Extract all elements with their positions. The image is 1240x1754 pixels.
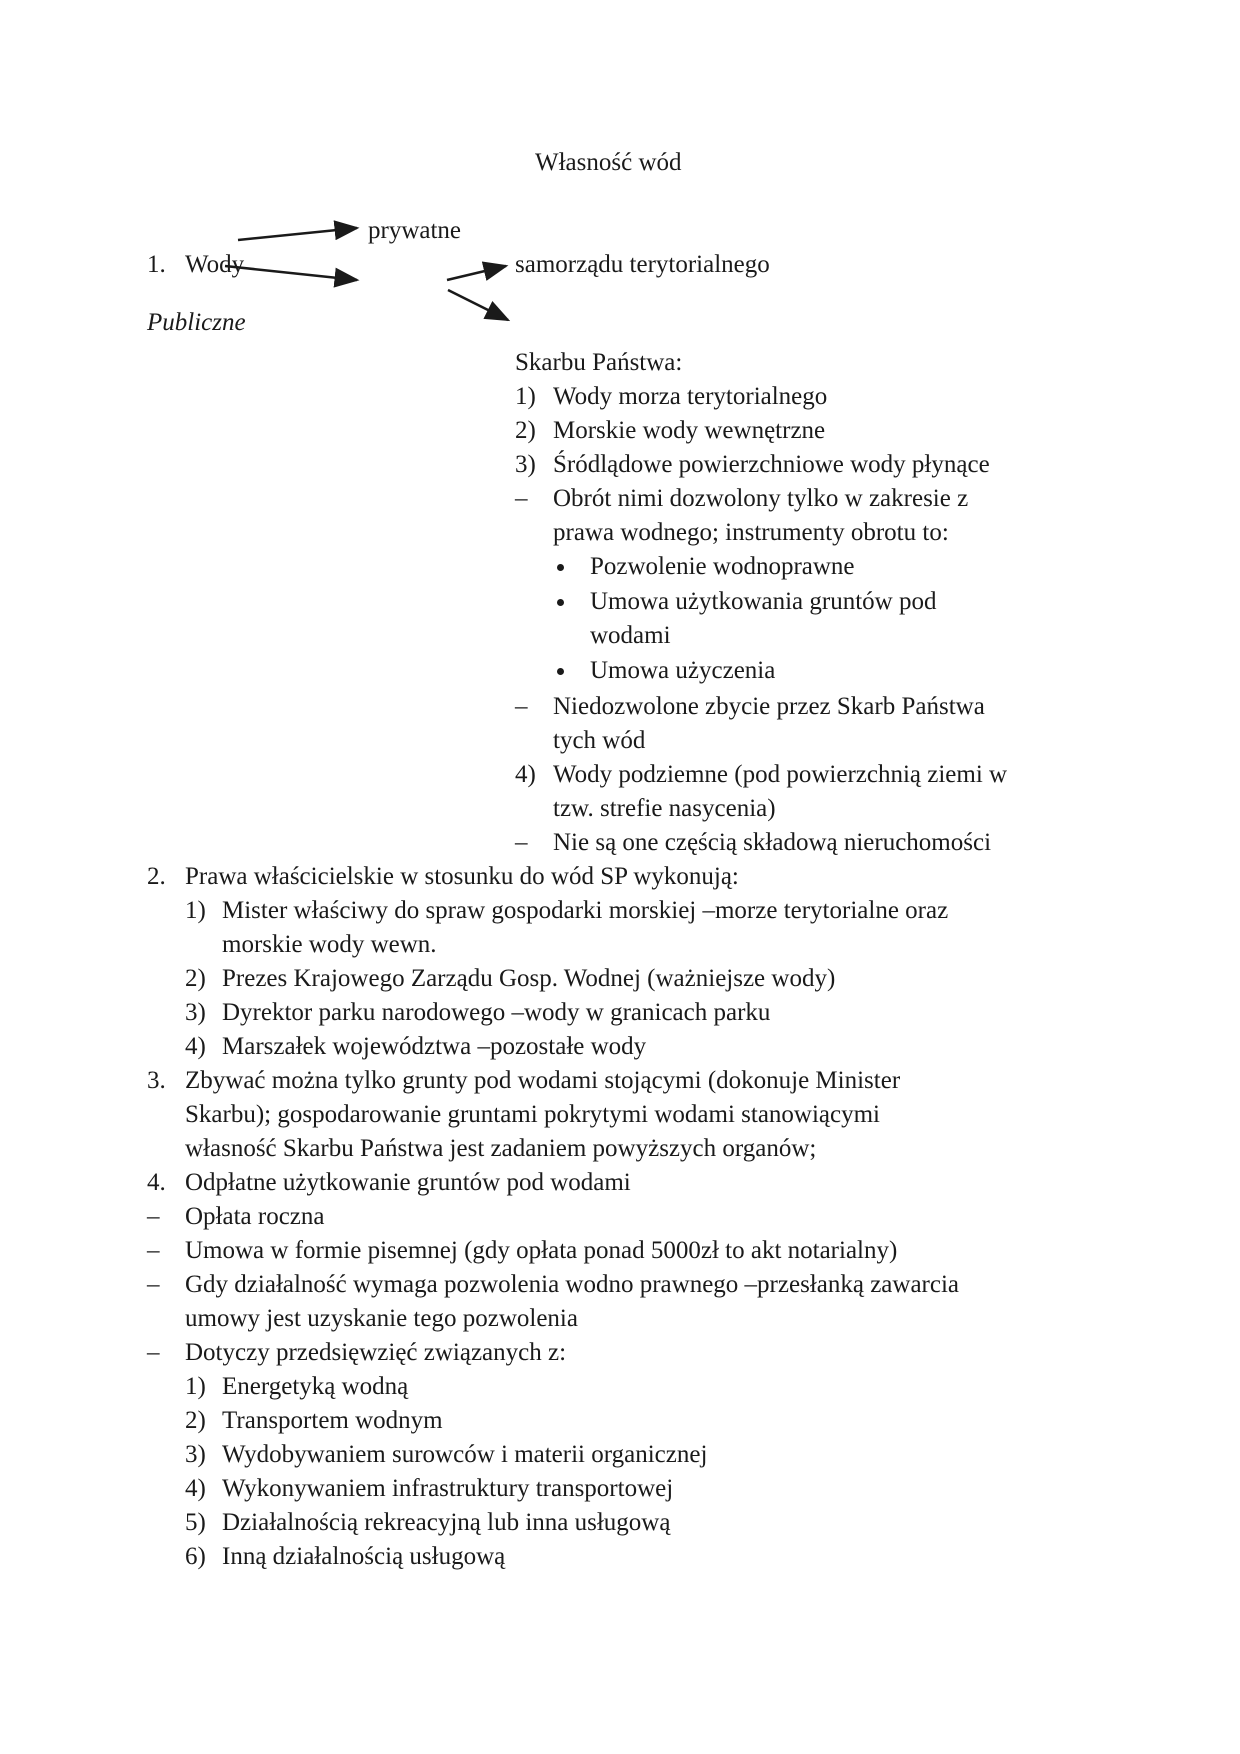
list-item: Mister właściwy do spraw gospodarki morskiej –morze terytorialne oraz: [222, 897, 949, 924]
dash-item-continuation: umowy jest uzyskanie tego pozwolenia: [185, 1305, 578, 1332]
bullet-icon: [557, 599, 564, 606]
dash-item-continuation: prawa wodnego; instrumenty obrotu to:: [553, 519, 949, 546]
section-text: Skarbu); gospodarowanie gruntami pokrytymi wodami stanowiącymi: [185, 1101, 881, 1128]
section-text: własność Skarbu Państwa jest zadaniem powyższych organów;: [185, 1135, 817, 1162]
list-number: 4): [185, 1033, 206, 1060]
list-number: 2): [185, 965, 206, 992]
dash-marker: –: [147, 1339, 160, 1366]
branch-private: prywatne: [368, 217, 462, 244]
bullet-item: Pozwolenie wodnoprawne: [590, 553, 855, 580]
list-number: 3): [185, 999, 206, 1026]
dash-marker: –: [515, 829, 528, 856]
dash-marker: –: [515, 485, 528, 512]
list-item: Morskie wody wewnętrzne: [553, 417, 826, 444]
list-item: Wydobywaniem surowców i materii organicznej: [222, 1441, 708, 1468]
section-number: 2.: [147, 863, 166, 890]
list-number: 3): [185, 1441, 206, 1468]
section-text: Zbywać można tylko grunty pod wodami stojącymi (dokonuje Minister: [185, 1067, 901, 1094]
dash-item: Opłata roczna: [185, 1203, 325, 1230]
dash-item: Dotyczy przedsięwzięć związanych z:: [185, 1339, 567, 1366]
arrow-to-public: [225, 266, 357, 280]
dash-item-continuation: tych wód: [553, 727, 646, 754]
dash-marker: –: [147, 1237, 160, 1264]
dash-item: Nie są one częścią składową nieruchomości: [553, 829, 992, 856]
list-number: 4): [515, 761, 536, 788]
arrow-to-treasury: [448, 290, 508, 320]
bullet-item: Umowa użytkowania gruntów pod: [590, 588, 937, 615]
dash-item: Niedozwolone zbycie przez Skarb Państwa: [553, 693, 985, 720]
classification-arrows: [0, 0, 1240, 340]
list-item-continuation: tzw. strefie nasycenia): [553, 795, 776, 822]
list-item: Prezes Krajowego Zarządu Gosp. Wodnej (ważniejsze wody): [222, 965, 836, 992]
list-item: Wykonywaniem infrastruktury transportowej: [222, 1475, 674, 1502]
bullet-icon: [557, 564, 564, 571]
dash-marker: –: [147, 1203, 160, 1230]
bullet-item-continuation: wodami: [590, 622, 671, 649]
dash-item: Obrót nimi dozwolony tylko w zakresie z: [553, 485, 969, 512]
dash-item: Gdy działalność wymaga pozwolenia wodno prawnego –przesłanką zawarcia: [185, 1271, 959, 1298]
branch-local-government: samorządu terytorialnego: [515, 251, 770, 278]
branch-public: Publiczne: [147, 309, 246, 336]
branch-state-treasury: Skarbu Państwa:: [515, 349, 683, 376]
section-number: 3.: [147, 1067, 166, 1094]
section-number: 1.: [147, 251, 166, 278]
list-item: Energetyką wodną: [222, 1373, 409, 1400]
list-item: Transportem wodnym: [222, 1407, 443, 1434]
section-number: 4.: [147, 1169, 166, 1196]
bullet-icon: [557, 668, 564, 675]
list-item: Marszałek województwa –pozostałe wody: [222, 1033, 647, 1060]
list-number: 4): [185, 1475, 206, 1502]
list-number: 2): [185, 1407, 206, 1434]
arrow-to-local-gov: [447, 266, 506, 280]
dash-marker: –: [147, 1271, 160, 1298]
arrow-to-private: [238, 228, 357, 240]
list-item: Wody podziemne (pod powierzchnią ziemi w: [553, 761, 1008, 788]
list-item: Działalnością rekreacyjną lub inna usługową: [222, 1509, 671, 1536]
dash-item: Umowa w formie pisemnej (gdy opłata ponad 5000zł to akt notarialny): [185, 1237, 898, 1264]
list-number: 5): [185, 1509, 206, 1536]
section-heading: Odpłatne użytkowanie gruntów pod wodami: [185, 1169, 631, 1196]
list-item: Śródlądowe powierzchniowe wody płynące: [553, 451, 990, 478]
section-heading: Prawa właścicielskie w stosunku do wód SP wykonują:: [185, 863, 739, 890]
list-number: 3): [515, 451, 536, 478]
list-number: 1): [185, 897, 206, 924]
list-number: 2): [515, 417, 536, 444]
list-item: Inną działalnością usługową: [222, 1543, 506, 1570]
diagram-root: Wody: [185, 251, 245, 278]
list-number: 6): [185, 1543, 206, 1570]
dash-marker: –: [515, 693, 528, 720]
bullet-item: Umowa użyczenia: [590, 657, 776, 684]
list-number: 1): [515, 383, 536, 410]
page-title: Własność wód: [535, 149, 682, 176]
list-item: Wody morza terytorialnego: [553, 383, 828, 410]
list-item: Dyrektor parku narodowego –wody w granicach parku: [222, 999, 771, 1026]
list-number: 1): [185, 1373, 206, 1400]
list-item-continuation: morskie wody wewn.: [222, 931, 437, 958]
